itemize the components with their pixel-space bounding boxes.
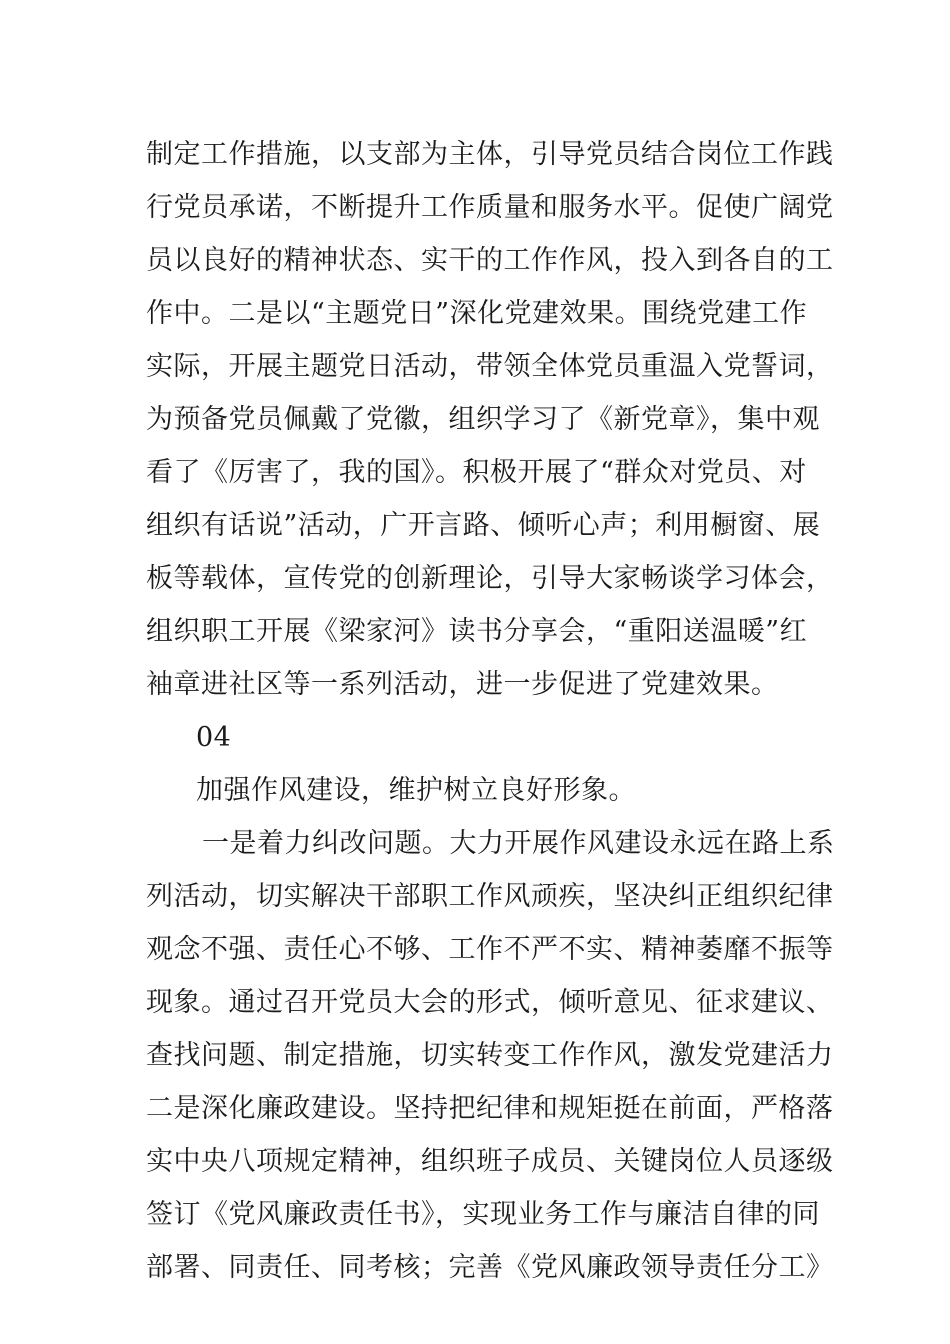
text-line: 二是深化廉政建设。坚持把纪律和规矩挺在前面，严格落 <box>146 1093 834 1124</box>
text-line: 一是着力纠改问题。大力开展作风建设永远在路上系 <box>202 828 835 859</box>
text-line: 列活动，切实解决干部职工作风顽疾，坚决纠正组织纪律 <box>146 881 834 912</box>
text-line: 袖章进社区等一系列活动，进一步促进了党建效果。 <box>146 669 779 700</box>
text-line: 组织有话说”活动，广开言路、倾听心声；利用橱窗、展 <box>146 510 821 541</box>
body-text <box>146 128 835 1294</box>
text-line: 为预备党员佩戴了党徽，组织学习了《新党章》，集中观 <box>146 404 820 435</box>
text-line: 组织职工开展《梁家河》读书分享会，“重阳送温暖”红 <box>146 616 808 647</box>
text-line: 签订《党风廉政责任书》，实现业务工作与廉洁自律的同 <box>146 1199 820 1230</box>
text-line: 查找问题、制定措施，切实转变工作作风，激发党建活力 <box>146 1040 834 1071</box>
text-line: 部署、同责任、同考核；完善《党风廉政领导责任分工》 <box>146 1252 834 1283</box>
section-number: 04 <box>196 722 232 753</box>
text-line: 实际，开展主题党日活动，带领全体党员重温入党誓词， <box>146 351 834 382</box>
section-heading: 加强作风建设，维护树立良好形象。 <box>196 775 636 806</box>
text-line: 现象。通过召开党员大会的形式，倾听意见、征求建议、 <box>146 987 834 1018</box>
text-line: 看了《厉害了，我的国》。积极开展了“群众对党员、对 <box>146 457 807 488</box>
text-line: 行党员承诺，不断提升工作质量和服务水平。促使广阔党 <box>146 192 834 223</box>
text-line: 作中。二是以“主题党日”深化党建效果。围绕党建工作 <box>146 298 808 329</box>
text-line: 观念不强、责任心不够、工作不严不实、精神萎靡不振等 <box>146 934 834 965</box>
text-line: 实中央八项规定精神，组织班子成员、关键岗位人员逐级 <box>146 1146 834 1177</box>
text-line: 制定工作措施，以支部为主体，引导党员结合岗位工作践 <box>146 139 834 170</box>
text-line: 员以良好的精神状态、实干的工作作风，投入到各自的工 <box>146 245 834 276</box>
text-line: 板等载体，宣传党的创新理论，引导大家畅谈学习体会， <box>146 563 834 594</box>
